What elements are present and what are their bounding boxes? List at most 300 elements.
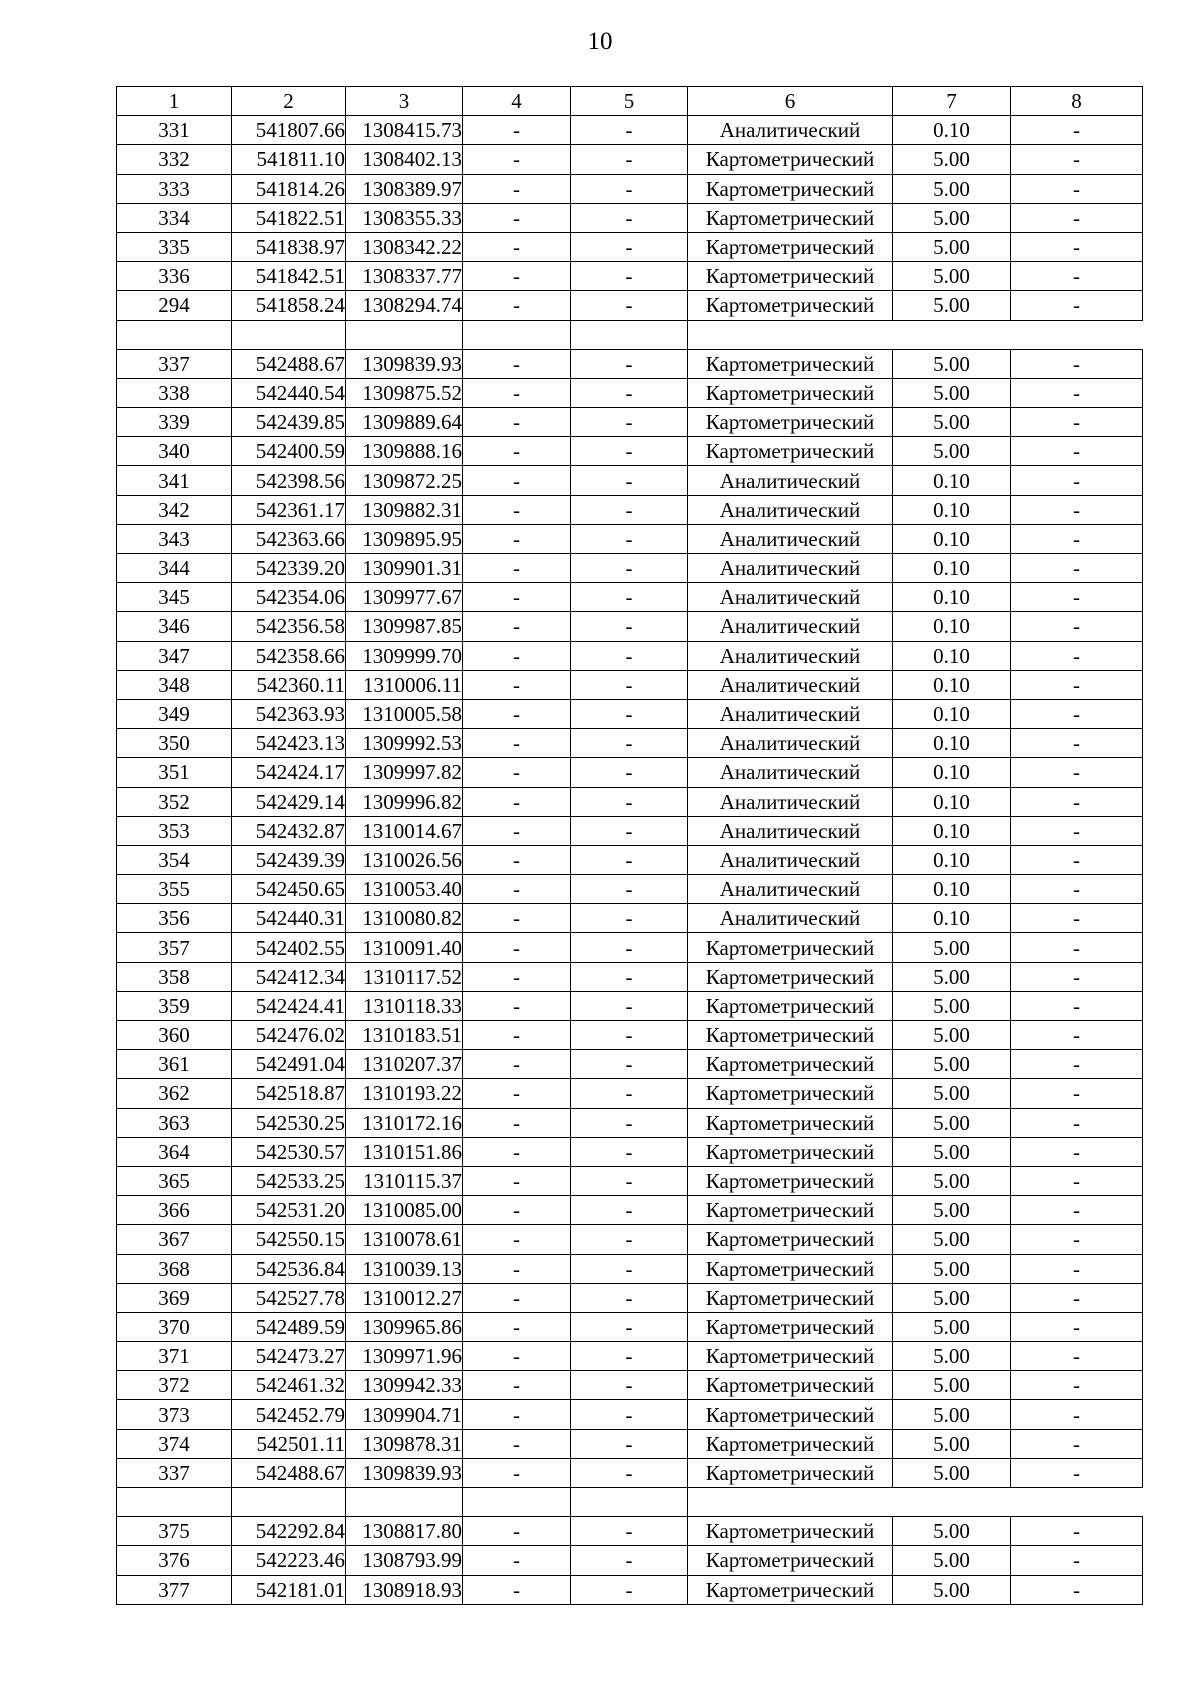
y-coordinate-cell: 1309882.31 xyxy=(346,495,463,524)
accuracy-cell: 0.10 xyxy=(893,612,1011,641)
table-row xyxy=(117,1371,1143,1400)
point-number-cell: 377 xyxy=(117,1575,232,1604)
method-cell: Картометрический xyxy=(688,378,893,407)
point-number-cell: 294 xyxy=(117,291,232,320)
table-row xyxy=(117,291,1143,320)
table-row xyxy=(117,174,1143,203)
table-row xyxy=(117,699,1143,728)
table-row xyxy=(117,1342,1143,1371)
x-coordinate-cell: 542527.78 xyxy=(232,1283,346,1312)
col-8-cell: - xyxy=(1011,1137,1143,1166)
point-number-cell: 376 xyxy=(117,1546,232,1575)
col-8-cell: - xyxy=(1011,203,1143,232)
col-8-cell: - xyxy=(1011,933,1143,962)
x-coordinate-cell: 542440.31 xyxy=(232,904,346,933)
col-8-cell: - xyxy=(1011,408,1143,437)
accuracy-cell: 5.00 xyxy=(893,1342,1011,1371)
col-4-cell: - xyxy=(463,933,571,962)
table-row xyxy=(117,641,1143,670)
point-number-cell: 356 xyxy=(117,904,232,933)
col-8-cell: - xyxy=(1011,174,1143,203)
col-4-cell: - xyxy=(463,729,571,758)
col-4-cell: - xyxy=(463,1196,571,1225)
col-5-cell: - xyxy=(571,1400,688,1429)
x-coordinate-cell: 542488.67 xyxy=(232,349,346,378)
method-cell: Аналитический xyxy=(688,670,893,699)
method-cell: Картометрический xyxy=(688,1050,893,1079)
col-5-cell: - xyxy=(571,1371,688,1400)
x-coordinate-cell: 542361.17 xyxy=(232,495,346,524)
y-coordinate-cell: 1309889.64 xyxy=(346,408,463,437)
col-5-cell: - xyxy=(571,1108,688,1137)
accuracy-cell: 5.00 xyxy=(893,1137,1011,1166)
accuracy-cell: 5.00 xyxy=(893,1283,1011,1312)
point-number-cell: 342 xyxy=(117,495,232,524)
x-coordinate-cell: 542429.14 xyxy=(232,787,346,816)
method-cell: Аналитический xyxy=(688,787,893,816)
col-4-cell: - xyxy=(463,1546,571,1575)
col-5-cell: - xyxy=(571,378,688,407)
point-number-cell: 367 xyxy=(117,1225,232,1254)
y-coordinate-cell: 1310151.86 xyxy=(346,1137,463,1166)
col-5-cell: - xyxy=(571,787,688,816)
method-cell: Картометрический xyxy=(688,1021,893,1050)
table-row xyxy=(117,349,1143,378)
col-8-cell: - xyxy=(1011,816,1143,845)
method-cell: Картометрический xyxy=(688,1429,893,1458)
col-5-cell: - xyxy=(571,262,688,291)
y-coordinate-cell: 1310026.56 xyxy=(346,845,463,874)
col-5-cell: - xyxy=(571,291,688,320)
table-row xyxy=(117,612,1143,641)
table-row xyxy=(117,1429,1143,1458)
y-coordinate-cell: 1310172.16 xyxy=(346,1108,463,1137)
method-cell: Аналитический xyxy=(688,641,893,670)
separator-cell xyxy=(688,320,1143,349)
header-cell: 8 xyxy=(1011,87,1143,116)
accuracy-cell: 0.10 xyxy=(893,845,1011,874)
y-coordinate-cell: 1308793.99 xyxy=(346,1546,463,1575)
table-row xyxy=(117,1166,1143,1195)
col-4-cell: - xyxy=(463,845,571,874)
method-cell: Картометрический xyxy=(688,408,893,437)
y-coordinate-cell: 1309875.52 xyxy=(346,378,463,407)
point-number-cell: 332 xyxy=(117,145,232,174)
col-4-cell: - xyxy=(463,495,571,524)
y-coordinate-cell: 1308355.33 xyxy=(346,203,463,232)
x-coordinate-cell: 542530.57 xyxy=(232,1137,346,1166)
table-row xyxy=(117,875,1143,904)
table-row xyxy=(117,1021,1143,1050)
col-4-cell: - xyxy=(463,670,571,699)
table-row xyxy=(117,1283,1143,1312)
y-coordinate-cell: 1309999.70 xyxy=(346,641,463,670)
point-number-cell: 331 xyxy=(117,116,232,145)
point-number-cell: 337 xyxy=(117,349,232,378)
col-5-cell: - xyxy=(571,904,688,933)
point-number-cell: 351 xyxy=(117,758,232,787)
point-number-cell: 345 xyxy=(117,583,232,612)
x-coordinate-cell: 542530.25 xyxy=(232,1108,346,1137)
col-8-cell: - xyxy=(1011,232,1143,261)
col-4-cell: - xyxy=(463,554,571,583)
x-coordinate-cell: 542489.59 xyxy=(232,1312,346,1341)
method-cell: Картометрический xyxy=(688,1342,893,1371)
table-row xyxy=(117,1254,1143,1283)
y-coordinate-cell: 1308817.80 xyxy=(346,1517,463,1546)
method-cell: Картометрический xyxy=(688,437,893,466)
method-cell: Картометрический xyxy=(688,1546,893,1575)
col-8-cell: - xyxy=(1011,1517,1143,1546)
x-coordinate-cell: 542452.79 xyxy=(232,1400,346,1429)
x-coordinate-cell: 542356.58 xyxy=(232,612,346,641)
accuracy-cell: 5.00 xyxy=(893,145,1011,174)
y-coordinate-cell: 1309965.86 xyxy=(346,1312,463,1341)
col-4-cell: - xyxy=(463,787,571,816)
col-4-cell: - xyxy=(463,1021,571,1050)
table-row xyxy=(117,408,1143,437)
accuracy-cell: 0.10 xyxy=(893,758,1011,787)
col-5-cell: - xyxy=(571,145,688,174)
method-cell: Картометрический xyxy=(688,1254,893,1283)
point-number-cell: 344 xyxy=(117,554,232,583)
accuracy-cell: 5.00 xyxy=(893,291,1011,320)
separator-cell xyxy=(346,320,463,349)
col-8-cell: - xyxy=(1011,378,1143,407)
x-coordinate-cell: 542363.66 xyxy=(232,524,346,553)
col-5-cell: - xyxy=(571,1021,688,1050)
table-row xyxy=(117,758,1143,787)
y-coordinate-cell: 1310085.00 xyxy=(346,1196,463,1225)
accuracy-cell: 5.00 xyxy=(893,408,1011,437)
col-4-cell: - xyxy=(463,875,571,904)
col-8-cell: - xyxy=(1011,1429,1143,1458)
col-8-cell: - xyxy=(1011,1546,1143,1575)
accuracy-cell: 5.00 xyxy=(893,203,1011,232)
y-coordinate-cell: 1310078.61 xyxy=(346,1225,463,1254)
header-cell: 1 xyxy=(117,87,232,116)
y-coordinate-cell: 1310118.33 xyxy=(346,991,463,1020)
col-5-cell: - xyxy=(571,670,688,699)
accuracy-cell: 5.00 xyxy=(893,232,1011,261)
point-number-cell: 358 xyxy=(117,962,232,991)
method-cell: Аналитический xyxy=(688,495,893,524)
x-coordinate-cell: 542439.85 xyxy=(232,408,346,437)
y-coordinate-cell: 1310207.37 xyxy=(346,1050,463,1079)
accuracy-cell: 0.10 xyxy=(893,904,1011,933)
table-row xyxy=(117,378,1143,407)
col-5-cell: - xyxy=(571,641,688,670)
separator-cell xyxy=(232,1488,346,1517)
x-coordinate-cell: 542354.06 xyxy=(232,583,346,612)
method-cell: Картометрический xyxy=(688,1196,893,1225)
x-coordinate-cell: 542550.15 xyxy=(232,1225,346,1254)
page-number: 10 xyxy=(587,28,613,55)
method-cell: Аналитический xyxy=(688,875,893,904)
col-4-cell: - xyxy=(463,1342,571,1371)
col-8-cell: - xyxy=(1011,1050,1143,1079)
point-number-cell: 372 xyxy=(117,1371,232,1400)
col-5-cell: - xyxy=(571,729,688,758)
col-5-cell: - xyxy=(571,1575,688,1604)
method-cell: Картометрический xyxy=(688,1458,893,1487)
x-coordinate-cell: 542432.87 xyxy=(232,816,346,845)
accuracy-cell: 0.10 xyxy=(893,524,1011,553)
col-4-cell: - xyxy=(463,1458,571,1487)
point-number-cell: 369 xyxy=(117,1283,232,1312)
col-8-cell: - xyxy=(1011,641,1143,670)
col-8-cell: - xyxy=(1011,729,1143,758)
accuracy-cell: 0.10 xyxy=(893,466,1011,495)
col-8-cell: - xyxy=(1011,699,1143,728)
point-number-cell: 370 xyxy=(117,1312,232,1341)
y-coordinate-cell: 1308402.13 xyxy=(346,145,463,174)
col-8-cell: - xyxy=(1011,991,1143,1020)
col-4-cell: - xyxy=(463,758,571,787)
point-number-cell: 335 xyxy=(117,232,232,261)
table-row xyxy=(117,203,1143,232)
accuracy-cell: 0.10 xyxy=(893,875,1011,904)
col-4-cell: - xyxy=(463,524,571,553)
y-coordinate-cell: 1309872.25 xyxy=(346,466,463,495)
col-8-cell: - xyxy=(1011,437,1143,466)
col-5-cell: - xyxy=(571,1079,688,1108)
col-4-cell: - xyxy=(463,1137,571,1166)
col-4-cell: - xyxy=(463,203,571,232)
accuracy-cell: 5.00 xyxy=(893,1050,1011,1079)
x-coordinate-cell: 541858.24 xyxy=(232,291,346,320)
col-5-cell: - xyxy=(571,1546,688,1575)
point-number-cell: 371 xyxy=(117,1342,232,1371)
x-coordinate-cell: 542398.56 xyxy=(232,466,346,495)
y-coordinate-cell: 1309997.82 xyxy=(346,758,463,787)
x-coordinate-cell: 542440.54 xyxy=(232,378,346,407)
x-coordinate-cell: 542339.20 xyxy=(232,554,346,583)
col-5-cell: - xyxy=(571,1283,688,1312)
col-8-cell: - xyxy=(1011,1166,1143,1195)
point-number-cell: 359 xyxy=(117,991,232,1020)
y-coordinate-cell: 1310091.40 xyxy=(346,933,463,962)
col-8-cell: - xyxy=(1011,1254,1143,1283)
x-coordinate-cell: 542181.01 xyxy=(232,1575,346,1604)
accuracy-cell: 0.10 xyxy=(893,641,1011,670)
x-coordinate-cell: 541807.66 xyxy=(232,116,346,145)
col-4-cell: - xyxy=(463,1225,571,1254)
col-5-cell: - xyxy=(571,583,688,612)
header-cell: 5 xyxy=(571,87,688,116)
method-cell: Картометрический xyxy=(688,174,893,203)
x-coordinate-cell: 542412.34 xyxy=(232,962,346,991)
method-cell: Картометрический xyxy=(688,962,893,991)
accuracy-cell: 5.00 xyxy=(893,262,1011,291)
accuracy-cell: 0.10 xyxy=(893,116,1011,145)
point-number-cell: 357 xyxy=(117,933,232,962)
col-4-cell: - xyxy=(463,1400,571,1429)
col-5-cell: - xyxy=(571,933,688,962)
col-5-cell: - xyxy=(571,1196,688,1225)
method-cell: Картометрический xyxy=(688,1283,893,1312)
col-8-cell: - xyxy=(1011,1196,1143,1225)
table-row xyxy=(117,904,1143,933)
point-number-cell: 333 xyxy=(117,174,232,203)
col-8-cell: - xyxy=(1011,612,1143,641)
method-cell: Картометрический xyxy=(688,291,893,320)
method-cell: Картометрический xyxy=(688,1312,893,1341)
method-cell: Аналитический xyxy=(688,612,893,641)
point-number-cell: 340 xyxy=(117,437,232,466)
header-cell: 7 xyxy=(893,87,1011,116)
col-8-cell: - xyxy=(1011,554,1143,583)
x-coordinate-cell: 542473.27 xyxy=(232,1342,346,1371)
y-coordinate-cell: 1309888.16 xyxy=(346,437,463,466)
col-5-cell: - xyxy=(571,612,688,641)
table-row xyxy=(117,816,1143,845)
col-8-cell: - xyxy=(1011,670,1143,699)
method-cell: Картометрический xyxy=(688,1517,893,1546)
method-cell: Картометрический xyxy=(688,1108,893,1137)
x-coordinate-cell: 542488.67 xyxy=(232,1458,346,1487)
accuracy-cell: 5.00 xyxy=(893,1079,1011,1108)
table-row xyxy=(117,1517,1143,1546)
col-8-cell: - xyxy=(1011,1371,1143,1400)
col-8-cell: - xyxy=(1011,116,1143,145)
accuracy-cell: 5.00 xyxy=(893,991,1011,1020)
accuracy-cell: 0.10 xyxy=(893,699,1011,728)
point-number-cell: 352 xyxy=(117,787,232,816)
point-number-cell: 346 xyxy=(117,612,232,641)
x-coordinate-cell: 542360.11 xyxy=(232,670,346,699)
separator-cell xyxy=(346,1488,463,1517)
col-8-cell: - xyxy=(1011,1458,1143,1487)
accuracy-cell: 5.00 xyxy=(893,933,1011,962)
x-coordinate-cell: 542424.17 xyxy=(232,758,346,787)
accuracy-cell: 0.10 xyxy=(893,583,1011,612)
accuracy-cell: 0.10 xyxy=(893,729,1011,758)
col-4-cell: - xyxy=(463,437,571,466)
header-cell: 4 xyxy=(463,87,571,116)
point-number-cell: 363 xyxy=(117,1108,232,1137)
col-5-cell: - xyxy=(571,174,688,203)
table-row xyxy=(117,437,1143,466)
point-number-cell: 347 xyxy=(117,641,232,670)
point-number-cell: 373 xyxy=(117,1400,232,1429)
y-coordinate-cell: 1310005.58 xyxy=(346,699,463,728)
accuracy-cell: 5.00 xyxy=(893,1546,1011,1575)
col-8-cell: - xyxy=(1011,145,1143,174)
x-coordinate-cell: 542423.13 xyxy=(232,729,346,758)
method-cell: Аналитический xyxy=(688,583,893,612)
x-coordinate-cell: 541814.26 xyxy=(232,174,346,203)
accuracy-cell: 5.00 xyxy=(893,1429,1011,1458)
y-coordinate-cell: 1309895.95 xyxy=(346,524,463,553)
col-8-cell: - xyxy=(1011,1079,1143,1108)
method-cell: Картометрический xyxy=(688,1079,893,1108)
col-4-cell: - xyxy=(463,641,571,670)
method-cell: Картометрический xyxy=(688,1400,893,1429)
y-coordinate-cell: 1308389.97 xyxy=(346,174,463,203)
y-coordinate-cell: 1309878.31 xyxy=(346,1429,463,1458)
col-5-cell: - xyxy=(571,554,688,583)
col-4-cell: - xyxy=(463,408,571,437)
x-coordinate-cell: 542531.20 xyxy=(232,1196,346,1225)
header-cell: 3 xyxy=(346,87,463,116)
table-row xyxy=(117,845,1143,874)
accuracy-cell: 5.00 xyxy=(893,1108,1011,1137)
table-row xyxy=(117,1400,1143,1429)
x-coordinate-cell: 542501.11 xyxy=(232,1429,346,1458)
col-4-cell: - xyxy=(463,1254,571,1283)
table-row xyxy=(117,787,1143,816)
x-coordinate-cell: 542491.04 xyxy=(232,1050,346,1079)
col-5-cell: - xyxy=(571,699,688,728)
y-coordinate-cell: 1310117.52 xyxy=(346,962,463,991)
col-8-cell: - xyxy=(1011,1312,1143,1341)
x-coordinate-cell: 541811.10 xyxy=(232,145,346,174)
accuracy-cell: 5.00 xyxy=(893,349,1011,378)
y-coordinate-cell: 1309992.53 xyxy=(346,729,463,758)
col-8-cell: - xyxy=(1011,1575,1143,1604)
table-row xyxy=(117,466,1143,495)
col-8-cell: - xyxy=(1011,962,1143,991)
table-row xyxy=(117,670,1143,699)
col-8-cell: - xyxy=(1011,291,1143,320)
col-8-cell: - xyxy=(1011,904,1143,933)
point-number-cell: 348 xyxy=(117,670,232,699)
x-coordinate-cell: 542536.84 xyxy=(232,1254,346,1283)
point-number-cell: 353 xyxy=(117,816,232,845)
col-5-cell: - xyxy=(571,116,688,145)
accuracy-cell: 5.00 xyxy=(893,1196,1011,1225)
separator-row xyxy=(117,320,1143,349)
y-coordinate-cell: 1310193.22 xyxy=(346,1079,463,1108)
col-5-cell: - xyxy=(571,1137,688,1166)
table-row xyxy=(117,933,1143,962)
point-number-cell: 341 xyxy=(117,466,232,495)
table-row xyxy=(117,962,1143,991)
y-coordinate-cell: 1310183.51 xyxy=(346,1021,463,1050)
table-row xyxy=(117,1458,1143,1487)
col-5-cell: - xyxy=(571,524,688,553)
accuracy-cell: 5.00 xyxy=(893,1254,1011,1283)
accuracy-cell: 0.10 xyxy=(893,816,1011,845)
method-cell: Аналитический xyxy=(688,904,893,933)
table-row xyxy=(117,1546,1143,1575)
col-4-cell: - xyxy=(463,1575,571,1604)
col-5-cell: - xyxy=(571,816,688,845)
point-number-cell: 343 xyxy=(117,524,232,553)
method-cell: Аналитический xyxy=(688,116,893,145)
y-coordinate-cell: 1309839.93 xyxy=(346,1458,463,1487)
col-8-cell: - xyxy=(1011,495,1143,524)
point-number-cell: 368 xyxy=(117,1254,232,1283)
table-row xyxy=(117,991,1143,1020)
accuracy-cell: 5.00 xyxy=(893,1312,1011,1341)
x-coordinate-cell: 542533.25 xyxy=(232,1166,346,1195)
accuracy-cell: 0.10 xyxy=(893,554,1011,583)
y-coordinate-cell: 1310014.67 xyxy=(346,816,463,845)
point-number-cell: 337 xyxy=(117,1458,232,1487)
table-row xyxy=(117,1137,1143,1166)
col-5-cell: - xyxy=(571,466,688,495)
table-row xyxy=(117,1108,1143,1137)
col-5-cell: - xyxy=(571,991,688,1020)
x-coordinate-cell: 542476.02 xyxy=(232,1021,346,1050)
col-4-cell: - xyxy=(463,291,571,320)
y-coordinate-cell: 1309901.31 xyxy=(346,554,463,583)
method-cell: Картометрический xyxy=(688,1137,893,1166)
col-5-cell: - xyxy=(571,1166,688,1195)
x-coordinate-cell: 542363.93 xyxy=(232,699,346,728)
